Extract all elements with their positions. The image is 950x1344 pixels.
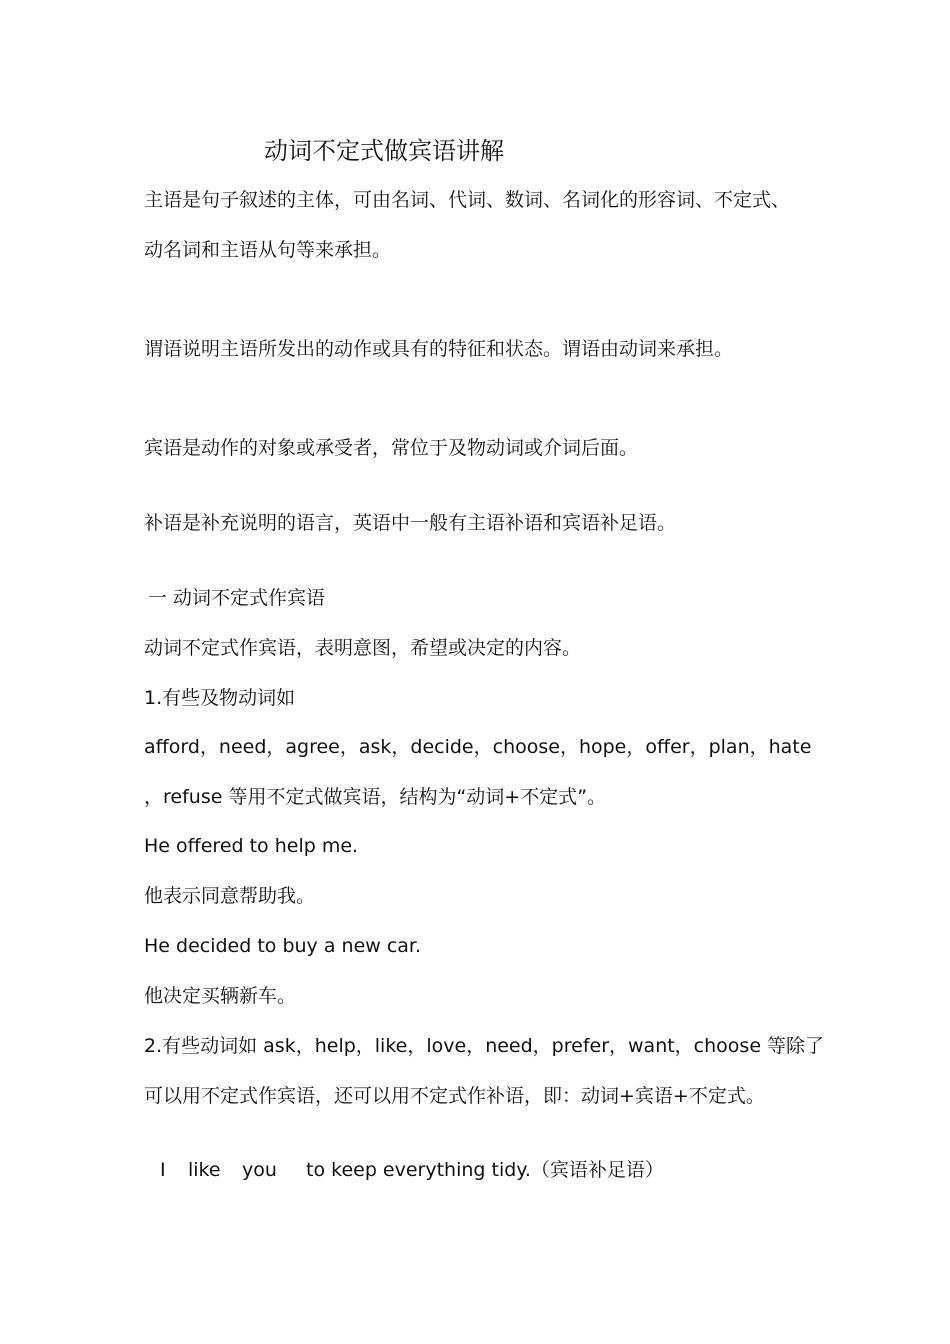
example1-english: He offered to help me.: [144, 835, 359, 857]
example2-english: He decided to buy a new car.: [144, 935, 422, 957]
complement-definition: 补语是补充说明的语言，英语中一般有主语补语和宾语补足语。: [144, 512, 677, 534]
document-title: 动词不定式做宾语讲解: [264, 137, 504, 165]
example1-chinese: 他表示同意帮助我。: [144, 885, 316, 907]
point2-line-1: 2.有些动词如 ask，help，like，love，need，prefer，want，choose 等除了: [144, 1035, 825, 1057]
section-intro: 动词不定式作宾语，表明意图，希望或决定的内容。: [144, 637, 582, 659]
point1-verb-list: afford，need，agree，ask，decide，choose，hope，offer，plan，hate: [144, 736, 812, 758]
example3-complement: to keep everything tidy.（宾语补足语）: [306, 1159, 664, 1181]
point2-line-2: 可以用不定式作宾语，还可以用不定式作补语，即：动词+宾语+不定式。: [144, 1085, 765, 1107]
point1-structure: ，refuse 等用不定式做宾语，结构为“动词+不定式”。: [144, 786, 607, 808]
subject-definition-line-1: 主语是句子叙述的主体，可由名词、代词、数词、名词化的形容词、不定式、: [144, 189, 791, 211]
subject-definition-line-2: 动名词和主语从句等来承担。: [144, 239, 392, 261]
predicate-definition: 谓语说明主语所发出的动作或具有的特征和状态。谓语由动词来承担。: [144, 338, 734, 360]
example3-object: you: [242, 1159, 277, 1181]
section-heading: 一 动词不定式作宾语: [148, 587, 326, 609]
object-definition: 宾语是动作的对象或承受者，常位于及物动词或介词后面。: [144, 437, 639, 459]
example3-verb: like: [188, 1159, 221, 1181]
point1-heading: 1.有些及物动词如: [144, 687, 296, 709]
example2-chinese: 他决定买辆新车。: [144, 985, 297, 1007]
example3-subject: I: [160, 1159, 166, 1181]
